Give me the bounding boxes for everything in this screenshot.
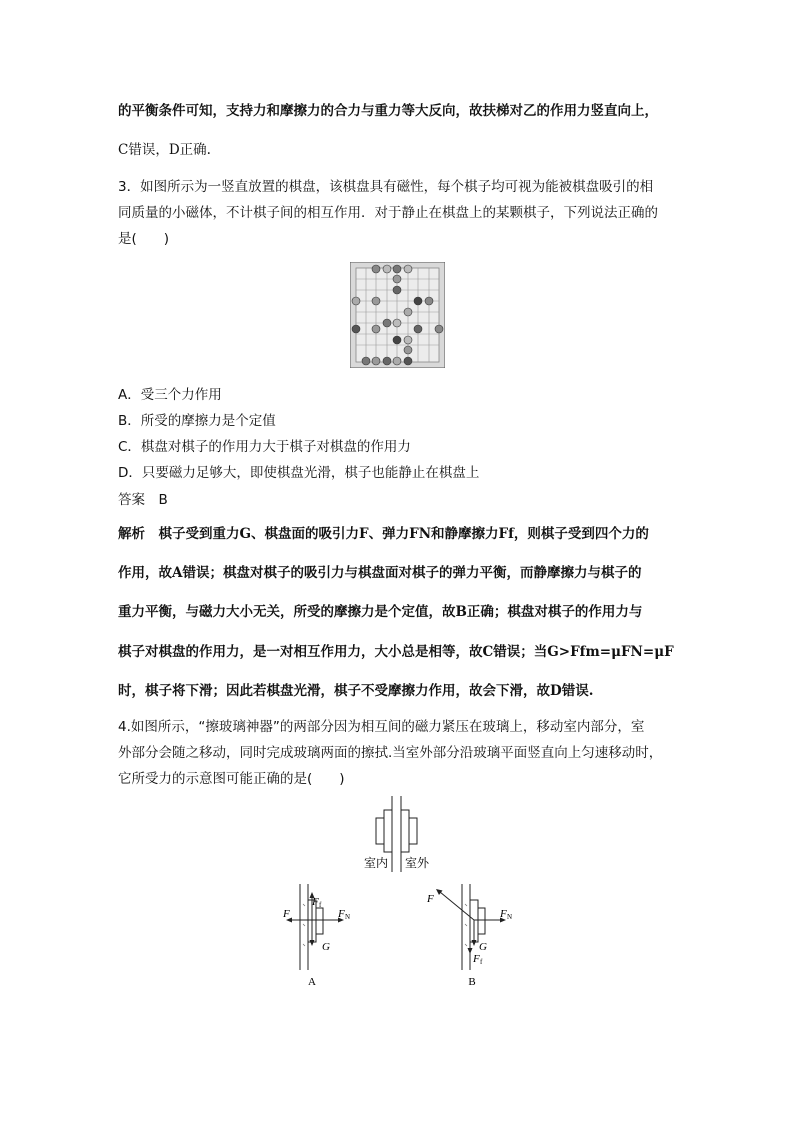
option-a: A．受三个力作用 xyxy=(118,387,222,403)
analysis-line: 解析 棋子受到重力G、棋盘面的吸引力F、弹力FN和静摩擦力Ff，则棋子受到四个力的 xyxy=(118,526,649,542)
normal-force-label: F xyxy=(338,908,345,920)
indoor-label: 室内 xyxy=(363,856,388,870)
text-line: C错误，D正确. xyxy=(118,142,211,158)
normal-force-subscript: N xyxy=(507,913,513,921)
normal-force-subscript: N xyxy=(345,913,351,921)
gravity-label: G xyxy=(479,941,487,953)
force-diagram-b xyxy=(420,884,520,990)
friction-label: F xyxy=(473,953,480,965)
analysis-line: 作用，故A错误；棋盘对棋子的吸引力与棋盘面对棋子的弹力平衡，而静摩擦力与棋子的 xyxy=(118,565,642,581)
question-3-stem-line: 同质量的小磁体，不计棋子间的相互作用．对于静止在棋盘上的某颗棋子，下列说法正确的 xyxy=(118,205,658,221)
gravity-label: G xyxy=(322,941,330,953)
text-line: 的平衡条件可知，支持力和摩擦力的合力与重力等大反向，故扶梯对乙的作用力竖直向上， xyxy=(118,103,658,119)
force-label: F xyxy=(427,893,434,905)
option-label-a: A xyxy=(308,976,316,988)
chessboard-figure xyxy=(350,262,445,368)
friction-label: F xyxy=(312,896,319,908)
question-3-stem-line: 3．如图所示为一竖直放置的棋盘，该棋盘具有磁性，每个棋子均可视为能被棋盘吸引的相 xyxy=(118,179,654,195)
option-d: D．只要磁力足够大，即使棋盘光滑，棋子也能静止在棋盘上 xyxy=(118,465,480,481)
question-3-stem-line: 是( ) xyxy=(118,231,170,247)
question-4-stem-line: 它所受力的示意图可能正确的是( ) xyxy=(118,771,345,787)
outdoor-label: 室外 xyxy=(405,856,430,870)
answer: 答案 B xyxy=(118,492,168,508)
friction-subscript: f xyxy=(480,958,483,966)
analysis-line: 时，棋子将下滑；因此若棋盘光滑，棋子不受摩擦力作用，故会下滑，故D错误. xyxy=(118,683,594,699)
force-label: F xyxy=(283,908,290,920)
glass-wiper-figure xyxy=(360,796,440,876)
question-4-stem-line: 外部分会随之移动，同时完成玻璃两面的擦拭.当室外部分沿玻璃平面竖直向上匀速移动时， xyxy=(118,745,663,761)
friction-subscript: f xyxy=(319,901,322,909)
force-diagram-a xyxy=(278,884,358,990)
option-label-b: B xyxy=(468,976,476,988)
option-c: C．棋盘对棋子的作用力大于棋子对棋盘的作用力 xyxy=(118,439,411,455)
analysis-line: 棋子对棋盘的作用力，是一对相互作用力，大小总是相等，故C错误；当G>Ffm=μFN=μF xyxy=(118,644,674,660)
option-b: B．所受的摩擦力是个定值 xyxy=(118,413,276,429)
analysis-line: 重力平衡，与磁力大小无关，所受的摩擦力是个定值，故B正确；棋盘对棋子的作用力与 xyxy=(118,604,643,620)
normal-force-label: F xyxy=(500,908,507,920)
question-4-stem-line: 4.如图所示，“擦玻璃神器”的两部分因为相互间的磁力紧压在玻璃上，移动室内部分，室 xyxy=(118,719,645,735)
